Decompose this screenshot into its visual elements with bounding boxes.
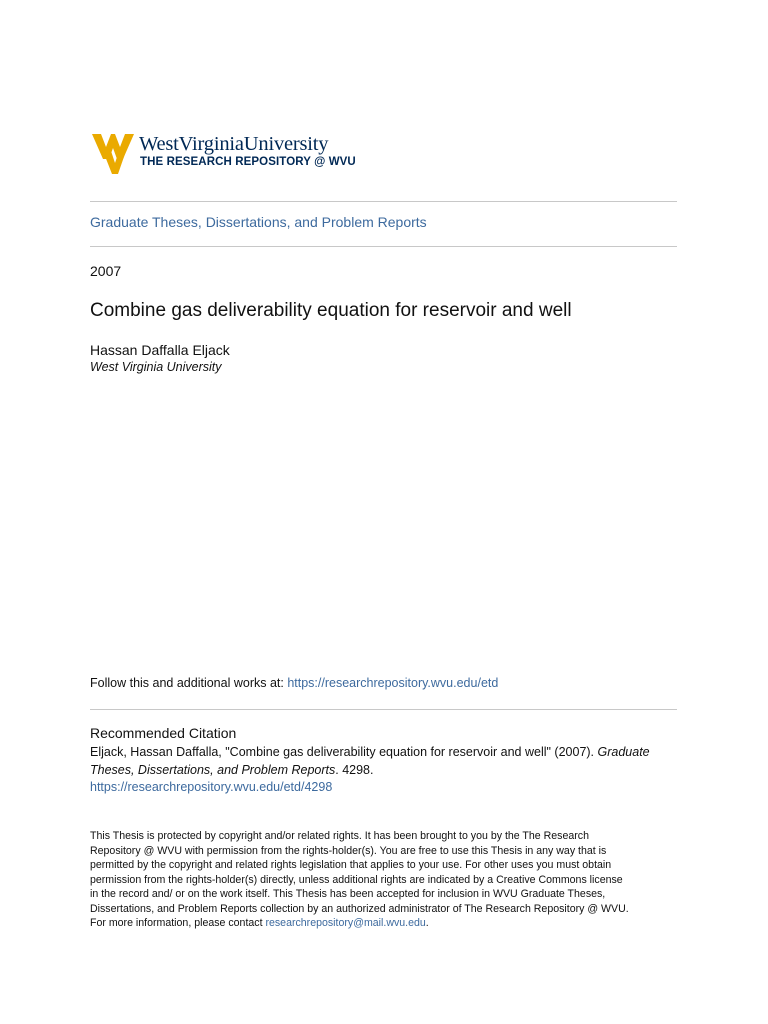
citation-line xyxy=(90,763,373,777)
citation-line xyxy=(90,745,650,759)
rights-line: Dissertations, and Problem Reports collection by an authorized administrator of The Research Repository @ WVU. xyxy=(90,902,629,915)
contact-suffix: . xyxy=(425,917,429,929)
repository-name: THE RESEARCH REPOSITORY @ WVU xyxy=(140,156,356,168)
contact-email-link[interactable]: researchrepository@mail.wvu.edu xyxy=(265,917,426,929)
follow-line xyxy=(90,676,498,690)
citation-link[interactable]: https://researchrepository.wvu.edu/etd/4298 xyxy=(90,780,333,794)
citation-number: . 4298. xyxy=(335,763,374,777)
rights-line: permitted by the copyright and related rights legislation that applies to your use. For other uses you must obtain xyxy=(90,859,612,871)
follow-link[interactable]: https://researchrepository.wvu.edu/etd xyxy=(287,676,499,690)
citation-collection: Theses, Dissertations, and Problem Reports xyxy=(90,763,336,777)
flying-wv-icon xyxy=(92,131,138,177)
publication-year: 2007 xyxy=(90,263,122,279)
divider xyxy=(90,201,677,202)
rights-statement xyxy=(90,829,680,931)
follow-prefix: Follow this and additional works at: xyxy=(90,676,288,690)
rights-line: Repository @ WVU with permission from the rights-holder(s). You are free to use this Thesis in any way that is xyxy=(90,844,607,857)
collection-link[interactable]: Graduate Theses, Dissertations, and Problem Reports xyxy=(90,214,427,230)
author-affiliation: West Virginia University xyxy=(90,360,222,374)
citation-collection: Graduate xyxy=(597,745,650,759)
rights-line: This Thesis is protected by copyright and/or related rights. It has been brought to you by the The Research xyxy=(90,830,589,842)
citation-heading: Recommended Citation xyxy=(90,725,237,741)
wvu-logo[interactable] xyxy=(92,131,392,181)
divider xyxy=(90,246,677,247)
divider xyxy=(90,709,677,710)
document-title: Combine gas deliverability equation for reservoir and well xyxy=(90,300,572,321)
rights-contact-line xyxy=(90,916,680,931)
citation-text: Eljack, Hassan Daffalla, "Combine gas deliverability equation for reservoir and well" (2007). xyxy=(90,745,598,759)
author-name: Hassan Daffalla Eljack xyxy=(90,342,230,358)
university-name: WestVirginiaUniversity xyxy=(139,133,329,155)
rights-line: in the record and/ or on the work itself. This Thesis has been accepted for inclusion in WVU Graduate Theses, xyxy=(90,888,606,900)
contact-prefix: For more information, please contact xyxy=(90,917,266,929)
rights-line: permission from the rights-holder(s) directly, unless additional rights are indicated by a Creative Commons license xyxy=(90,873,623,886)
